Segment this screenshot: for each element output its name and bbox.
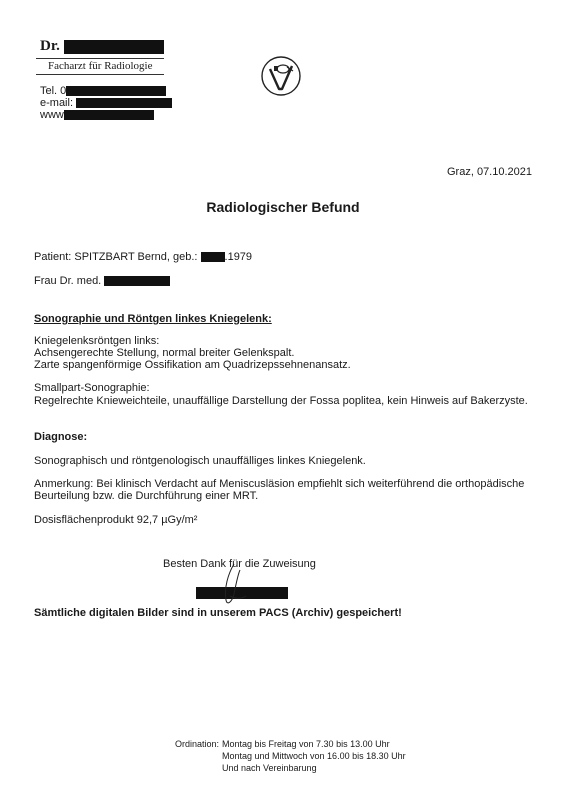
redacted-tel — [66, 86, 166, 96]
tel-prefix: Tel. 0 — [40, 85, 67, 97]
dose-line: Dosisflächenprodukt 92,7 µGy/m² — [34, 514, 198, 526]
redacted-birthdate — [201, 252, 225, 262]
letterhead-name — [40, 38, 164, 55]
letterhead-web — [40, 109, 154, 122]
sono-label: Smallpart-Sonographie: — [34, 382, 150, 394]
document-title: Radiologischer Befund — [206, 199, 360, 215]
birth-year: .1979 — [224, 251, 253, 263]
name-prefix: Dr. — [40, 38, 60, 54]
web-prefix: www — [40, 109, 64, 121]
redacted-email — [76, 98, 172, 108]
email-prefix: e-mail: — [40, 97, 74, 109]
redacted-name — [64, 40, 164, 54]
letterhead-rule — [36, 58, 164, 59]
referrer-line — [34, 275, 170, 288]
letterhead-specialty: Facharzt für Radiologie — [48, 60, 153, 72]
closing-line: Besten Dank für die Zuweisung — [163, 558, 316, 570]
date-line: Graz, 07.10.2021 — [447, 166, 533, 178]
xray-label: Kniegelenksröntgen links: — [34, 335, 160, 347]
footer-hours-3: Und nach Vereinbarung — [222, 763, 317, 773]
xray-line-2: Zarte spangenförmige Ossifikation am Quadrizepssehnenansatz. — [34, 359, 351, 371]
patient-line — [34, 251, 252, 264]
referrer-prefix: Frau Dr. med. — [34, 275, 102, 287]
handwritten-signature — [212, 560, 252, 610]
footer-hours-2: Montag und Mittwoch von 16.00 bis 18.30 Uhr — [222, 751, 406, 761]
diagnosis-note-2: Beurteilung bzw. die Durchführung einer MRT. — [34, 490, 259, 502]
letterhead-rule-2 — [36, 74, 164, 75]
radiology-logo — [260, 55, 302, 97]
section-heading: Sonographie und Röntgen linkes Kniegelenk: — [34, 313, 272, 325]
redacted-referrer — [104, 276, 170, 286]
footer-label: Ordination: — [175, 739, 220, 749]
patient-prefix: Patient: SPITZBART Bernd, geb.: — [34, 251, 198, 263]
xray-line-1: Achsengerechte Stellung, normal breiter Gelenkspalt. — [34, 347, 295, 359]
diagnosis-text: Sonographisch und röntgenologisch unauffälliges linkes Kniegelenk. — [34, 455, 366, 467]
pacs-note: Sämtliche digitalen Bilder sind in unserem PACS (Archiv) gespeichert! — [34, 607, 402, 619]
diagnosis-heading: Diagnose: — [34, 431, 88, 443]
redacted-web — [64, 110, 154, 120]
footer-hours-1: Montag bis Freitag von 7.30 bis 13.00 Uhr — [222, 739, 390, 749]
sono-line-1: Regelrechte Knieweichteile, unauffällige Darstellung der Fossa poplitea, kein Hinweis auf Bakerzyste. — [34, 395, 528, 407]
diagnosis-note-1: Anmerkung: Bei klinisch Verdacht auf Meniscusläsion empfiehlt sich weiterführend die orthopädische — [34, 478, 525, 490]
